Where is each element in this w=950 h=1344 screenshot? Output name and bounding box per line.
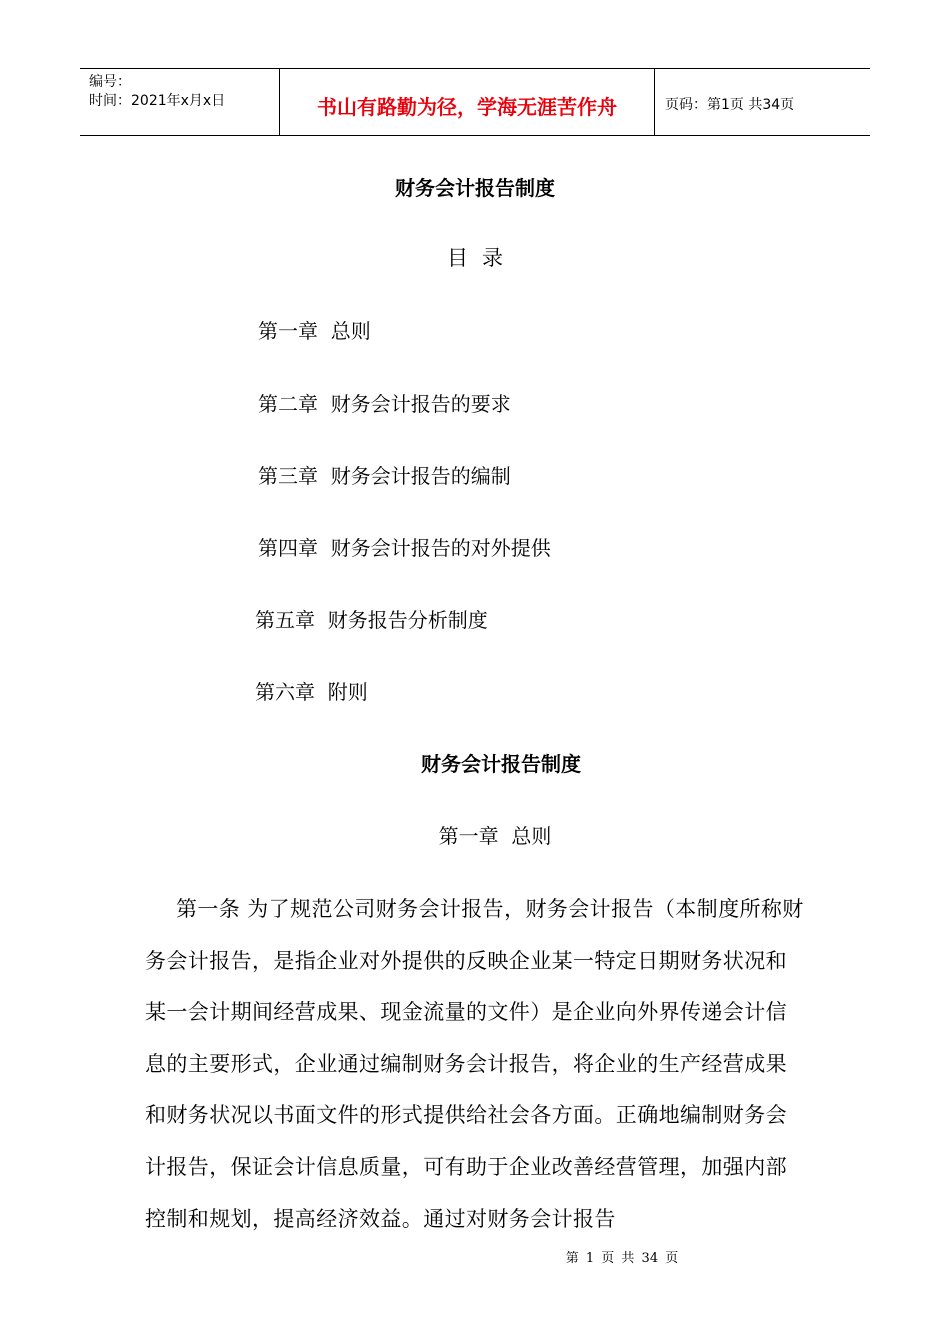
header-motto: 书山有路勤为径，学海无涯苦作舟 bbox=[280, 69, 655, 135]
document-title: 财务会计报告制度 bbox=[395, 176, 555, 200]
toc-item[interactable]: 第二章 财务会计报告的要求 bbox=[258, 392, 511, 416]
page-footer: 第 1 页 共 34 页 bbox=[565, 1251, 679, 1266]
toc-item[interactable]: 第五章 财务报告分析制度 bbox=[255, 608, 488, 632]
section-title: 财务会计报告制度 bbox=[421, 752, 581, 776]
page-header bbox=[80, 68, 870, 136]
header-time-label: 时间：2021年x月x日 bbox=[89, 93, 226, 109]
body-paragraph: 第一条 为了规范公司财务会计报告，财务会计报告（本制度所称财务会计报告，是指企业对外提供的反映企业某一特定日期财务状况和某一会计期间经营成果、现金流量的文件）是企业向外界传递会计信息的主要形式，企业通过编制财务会计报告，将企业的生产经营成果和财务状况以书面文件的形式提供给社会各方面。正确地编制财务会计报告，保证会计信息质量，可有助于企业改善经营管理，加强内部控制和规划，提高经济效益。通过对财务会计报告 bbox=[145, 897, 804, 1231]
header-number-label: 编号： bbox=[89, 74, 131, 90]
toc-heading: 目录 bbox=[447, 246, 517, 270]
toc-item[interactable]: 第一章 总则 bbox=[258, 319, 371, 343]
toc-item[interactable]: 第四章 财务会计报告的对外提供 bbox=[258, 536, 551, 560]
header-page-info: 页码：第1页 共34页 bbox=[665, 97, 795, 113]
toc-item[interactable]: 第三章 财务会计报告的编制 bbox=[258, 464, 511, 488]
header-meta bbox=[80, 69, 280, 135]
chapter-title: 第一章 总则 bbox=[438, 824, 552, 848]
toc-item[interactable]: 第六章 附则 bbox=[255, 680, 368, 704]
